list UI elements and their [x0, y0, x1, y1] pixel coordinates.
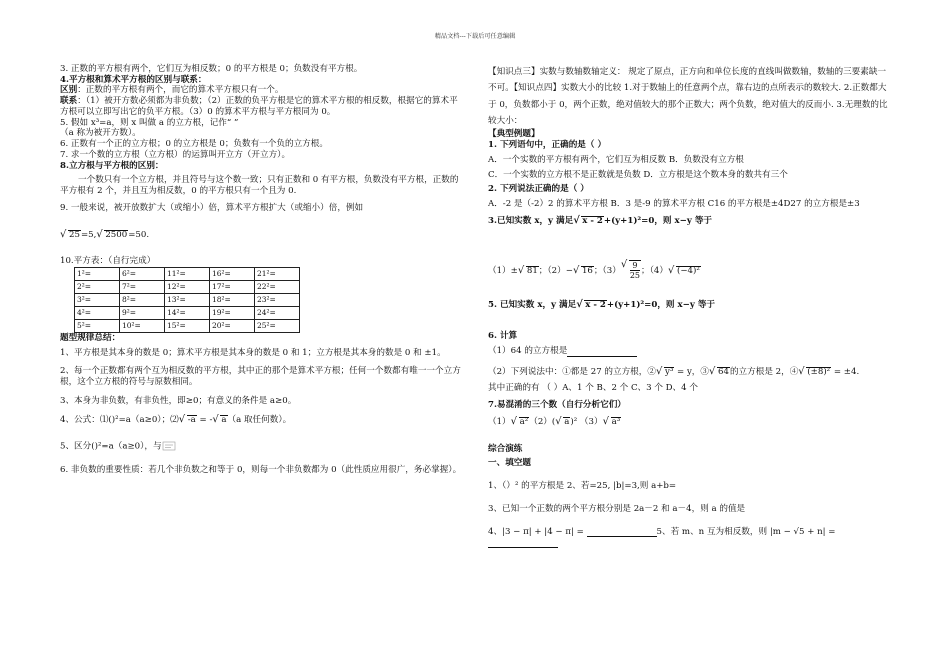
- table-cell: 7²=: [120, 281, 165, 294]
- rule-1: 1、平方根是其本身的数是 0；算术平方根是其本身的数是 0 和 1；立方根是其本身的数是 0 和 ±1。: [60, 347, 446, 358]
- table-cell: 1²=: [75, 268, 120, 281]
- table-cell: 3²=: [75, 294, 120, 307]
- question-7-items: （1）√ a²（2）(√ a)² （3）√ a³: [488, 417, 890, 428]
- radical-a: √ a: [220, 415, 227, 425]
- right-column: [488, 64, 890, 548]
- question-2: 2. 下列说法正确的是（ ）: [488, 184, 589, 195]
- table-cell: 18²=: [210, 294, 255, 307]
- table-cell: 12²=: [165, 281, 210, 294]
- table-cell: 5²=: [75, 320, 120, 333]
- table-cell: 23²=: [255, 294, 300, 307]
- radical-25: √ 25: [68, 230, 81, 240]
- line-5: 5. 假如 x³=a，则 x 叫做 a 的立方根，记作“ ”: [60, 117, 239, 128]
- question-6-1: （1）64 的立方根是: [488, 346, 890, 357]
- fill-3: 3、已知一个正数的两个平方根分别是 2a－2 和 a－4，则 a 的值是: [488, 503, 746, 514]
- rule-6: 6. 非负数的重要性质：若几个非负数之和等于 0，则每一个非负数都为 0（此性质应用很广，务必掌握）。: [60, 464, 462, 475]
- radical-y-cubed: √ y³: [664, 367, 674, 377]
- table-cell: 4²=: [75, 307, 120, 320]
- rule-2: 2、每一个正数都有两个互为相反数的平方根，其中正的那个是算术平方根；任何一个数都有唯一一个立方根，这个立方根的符号与原数相同。: [60, 366, 461, 388]
- table-cell: 24²=: [255, 307, 300, 320]
- section-8-title: 8.立方根与平方根的区别：: [60, 160, 164, 171]
- table-cell: 2²=: [75, 281, 120, 294]
- radical-x-2-b: √ x - 2: [584, 300, 607, 310]
- line-relation: 联系：（1）被开方数必须都为非负数；（2）正数的负平方根是它的算术平方根的相反数，根据它的算术平方根可以立即写出它的负平方根。（3）0 的算术平方根与平方根同为 0。: [60, 96, 458, 117]
- page-header: 精品文档---下载后可任意编辑: [434, 33, 516, 40]
- table-cell: 16²=: [210, 268, 255, 281]
- formula-image-icon: [162, 441, 176, 451]
- radical-16: √ 16: [581, 266, 594, 276]
- radical-neg4-squared: √ (−4)²: [676, 266, 701, 276]
- radical-x-2: √ x - 2: [581, 216, 604, 226]
- answer-blank[interactable]: [587, 527, 657, 537]
- table-cell: 13²=: [165, 294, 210, 307]
- radical-9-25: √ $\frac{9}{25}$: [629, 260, 641, 280]
- table-cell: 22²=: [255, 281, 300, 294]
- table-cell: 6²=: [120, 268, 165, 281]
- square-table: [74, 267, 300, 333]
- section-10-title: 10.平方表：（自行完成）: [60, 256, 156, 267]
- answer-blank[interactable]: [488, 538, 558, 548]
- line-5b: （a 称为被开方数）。: [60, 128, 141, 139]
- table-cell: 19²=: [210, 307, 255, 320]
- question-5: 5. 已知实数 x，y 满足√ x - 2+(y+1)²=0，则 x−y 等于: [488, 300, 890, 311]
- table-cell: 25²=: [255, 320, 300, 333]
- knowledge-3-4: 【知识点三】实数与数轴数轴定义： 规定了原点，正方向和单位长度的直线叫做数轴，数轴的三要素缺一不可。【知识点四】实数大小的比较 1.对于数轴上的任意两个点，靠右边的点所表示的数较大. 2.正数都大于 0，负数都小于 0，两个正数，绝对值较大的那个正数大；两个负数，绝对值大的反而小. 3.无理数的比较大小：: [488, 67, 888, 126]
- radical-a-2: √ a: [563, 417, 570, 427]
- section-4-title: 4.平方根和算术平方根的区别与联系：: [60, 74, 207, 85]
- question-6: 6. 计算: [488, 331, 518, 342]
- question-1-ab: A．一个实数的平方根有两个，它们互为相反数 B．负数没有立方根: [488, 154, 744, 165]
- radical-a-squared: √ a²: [519, 417, 530, 427]
- question-7: 7.易混淆的三个数（自行分析它们）: [488, 400, 626, 411]
- rule-4: 4、公式：⑴()²=a（a≥0）；⑵√ -a = -√ a（a 取任何数）。: [60, 415, 465, 426]
- table-row: [75, 294, 300, 307]
- question-6-options: 其中正确的有 （ ）A、1 个 B、2 个 C、3 个 D、4 个: [488, 383, 698, 394]
- rule-3: 3、本身为非负数，有非负性，即≥0；有意义的条件是 a≥0。: [60, 395, 297, 406]
- section-8-paragraph: 一个数只有一个立方根，并且符号与这个数一致；只有正数和 0 有平方根，负数没有平方根，正数的平方根有 2 个，并且互为相反数，0 的平方根只有一个且为 0.: [60, 175, 459, 197]
- radical-2500: √ 2500: [104, 230, 128, 240]
- line-9: 9. 一般来说，被开放数扩大（或缩小）倍，算术平方根扩大（或缩小）倍，例如: [60, 202, 364, 213]
- line-difference: 区别：正数的平方根有两个，而它的算术平方根只有一个。: [60, 85, 284, 96]
- question-3: 3.已知实数 x，y 满足√ x - 2+(y+1)²=0，则 x−y 等于: [488, 216, 890, 227]
- table-cell: 21²=: [255, 268, 300, 281]
- table-cell: 14²=: [165, 307, 210, 320]
- question-1-cd: C．一个实数的立方根不是正数就是负数 D．立方根是这个数本身的数共有三个: [488, 169, 788, 180]
- table-row: [75, 268, 300, 281]
- practice-title: 综合演练: [488, 443, 523, 454]
- table-row: [75, 281, 300, 294]
- line-7: 7. 求一个数的立方根（立方根）的运算叫开立方（开立方）。: [60, 149, 291, 160]
- answer-blank[interactable]: [567, 347, 637, 357]
- rules-title: 题型规律总结：: [60, 333, 121, 344]
- fill-1: 1、（）² 的平方根是 2、若=25, |b|=3,则 a+b=: [488, 481, 677, 492]
- examples-title: 【典型例题】: [488, 129, 540, 140]
- table-cell: 9²=: [120, 307, 165, 320]
- table-cell: 17²=: [210, 281, 255, 294]
- line-6: 6. 正数有一个正的立方根；0 的立方根是 0；负数有一个负的立方根。: [60, 139, 328, 150]
- sqrt-examples: （1）±√ 81；（2）−√ 16；（3） √ $\frac{9}{25}$ ；（4）√ (−4)²: [488, 260, 890, 280]
- radical-81: √ 81: [526, 266, 539, 276]
- radical-neg-a: √ -a: [187, 415, 197, 425]
- table-cell: 10²=: [120, 320, 165, 333]
- table-row: [75, 307, 300, 320]
- table-cell: 8²=: [120, 294, 165, 307]
- question-1: 1. 下列语句中，正确的是（ ）: [488, 140, 607, 151]
- table-row: [75, 320, 300, 333]
- table-cell: 11²=: [165, 268, 210, 281]
- left-column: [60, 64, 465, 475]
- rule-5: 5、区分()²=a（a≥0），与: [60, 441, 465, 452]
- fill-4-5: 4、|3 − π| + |4 − π| = 5、若 m、n 互为相反数，则 |m − √5 + n| =: [488, 527, 890, 548]
- radical-64: √ 64: [717, 367, 730, 377]
- question-2-options: A．-2 是（-2）2 的算术平方根 B．3 是-9 的算术平方根 C16 的平方根是±4D27 的立方根是±3: [488, 198, 860, 209]
- question-6-2: （2）下列说法中：①都是 27 的立方根，②√ y³ = y，③√ 64的立方根是 2，④√ (±8)² = ±4.: [488, 367, 890, 378]
- fill-blank-title: 一、填空题: [488, 458, 531, 469]
- radical-pm8-squared: √ (±8)²: [806, 367, 831, 377]
- radical-a-cubed: √ a³: [611, 417, 622, 427]
- table-cell: 15²=: [165, 320, 210, 333]
- line-9-example: √ 25=5,√ 2500=50.: [60, 230, 465, 241]
- table-cell: 20²=: [210, 320, 255, 333]
- line-3: 3. 正数的平方根有两个，它们互为相反数；0 的平方根是 0；负数没有平方根。: [60, 64, 363, 74]
